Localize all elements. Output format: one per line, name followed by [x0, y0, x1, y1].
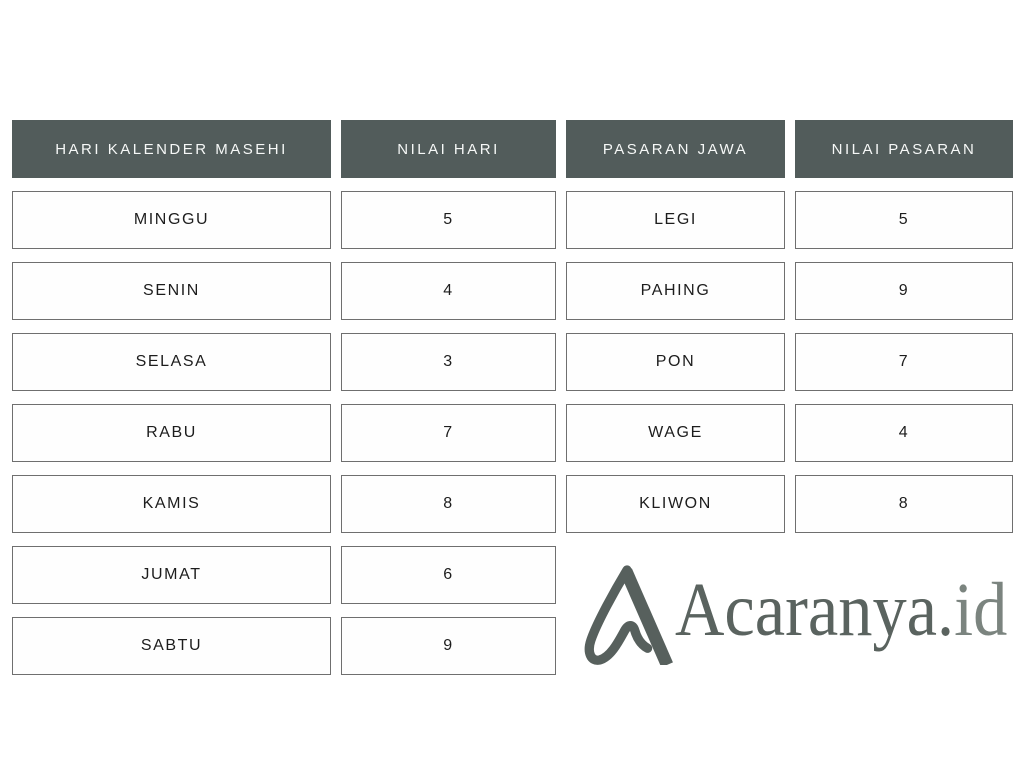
cell-nilai-pahing: 9: [795, 262, 1013, 320]
cell-nilai-kamis: 8: [341, 475, 556, 533]
cell-pasaran-legi: LEGI: [566, 191, 785, 249]
cell-nilai-rabu: 7: [341, 404, 556, 462]
cell-nilai-pon: 7: [795, 333, 1013, 391]
cell-hari-selasa: SELASA: [12, 333, 331, 391]
acaranya-wordmark: [675, 568, 1008, 658]
logo-brand-text: Acaranya.: [675, 568, 955, 652]
cell-pasaran-wage: WAGE: [566, 404, 785, 462]
cell-hari-senin: SENIN: [12, 262, 331, 320]
cell-nilai-minggu: 5: [341, 191, 556, 249]
cell-hari-minggu: MINGGU: [12, 191, 331, 249]
cell-nilai-selasa: 3: [341, 333, 556, 391]
header-pasaran-jawa: PASARAN JAWA: [566, 120, 785, 178]
cell-pasaran-kliwon: KLIWON: [566, 475, 785, 533]
cell-nilai-wage: 4: [795, 404, 1013, 462]
header-hari-kalender-masehi: HARI KALENDER MASEHI: [12, 120, 331, 178]
cell-hari-kamis: KAMIS: [12, 475, 331, 533]
cell-pasaran-pahing: PAHING: [566, 262, 785, 320]
cell-hari-jumat: JUMAT: [12, 546, 331, 604]
cell-nilai-sabtu: 9: [341, 617, 556, 675]
header-nilai-pasaran: NILAI PASARAN: [795, 120, 1013, 178]
cell-nilai-senin: 4: [341, 262, 556, 320]
acaranya-a-icon: [583, 565, 673, 665]
acaranya-logo: [583, 563, 1024, 667]
cell-nilai-legi: 5: [795, 191, 1013, 249]
cell-hari-rabu: RABU: [12, 404, 331, 462]
cell-nilai-kliwon: 8: [795, 475, 1013, 533]
header-nilai-hari: NILAI HARI: [341, 120, 556, 178]
logo-tld-text: id: [954, 568, 1008, 652]
cell-pasaran-pon: PON: [566, 333, 785, 391]
cell-nilai-jumat: 6: [341, 546, 556, 604]
cell-hari-sabtu: SABTU: [12, 617, 331, 675]
